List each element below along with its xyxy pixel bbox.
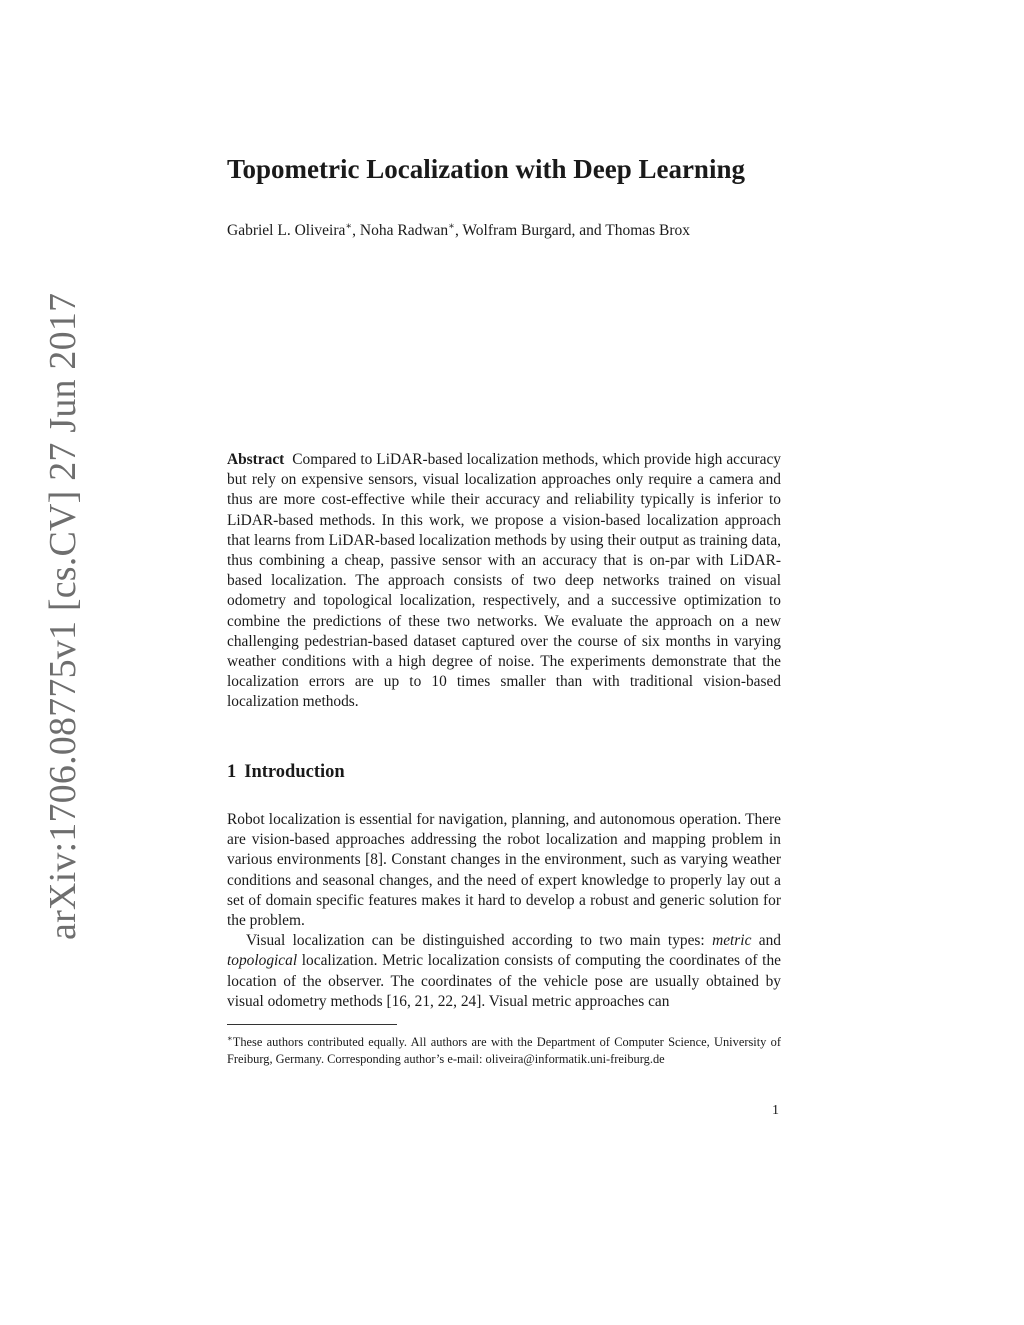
paragraph-text: Visual localization can be distinguished according to two main types: (246, 932, 713, 950)
author-name: , Wolfram Burgard, and Thomas Brox (454, 222, 691, 240)
equal-contribution-mark: ∗ (345, 221, 353, 232)
page-number: 1 (772, 1103, 779, 1118)
introduction-body (227, 810, 781, 1012)
emphasis-metric: metric (712, 932, 752, 950)
footnote (227, 1030, 781, 1068)
footnote-divider (227, 1024, 397, 1025)
abstract (227, 450, 781, 713)
equal-contribution-mark: ∗ (448, 221, 455, 232)
author-name: Gabriel L. Oliveira (227, 222, 346, 240)
author-list (227, 221, 690, 241)
abstract-text: Compared to LiDAR-based localization methods, which provide high accuracy but rely on expensive sensors, visual localization approaches only require a camera and thus are more cost-effective while their accuracy and reliability typically is inferior to LiDAR-based methods. In this work, we propose a vision-based localization approach that learns from LiDAR-based localization methods by using their output as training data, thus combining a cheap, passive sensor with an accuracy that is on-par with LiDAR-based localization. The approach consists of two deep networks trained on visual odometry and topological localization, respectively, and a successive optimization to combine the predictions of these two networks. We evaluate the approach on a new challenging pedestrian-based dataset captured over the course of six months in varying weather conditions with a high degree of noise. The experiments demonstrate that the localization errors are up to 10 times smaller than with traditional vision-based localization methods. (227, 451, 781, 711)
paragraph-text: and (751, 932, 782, 950)
intro-paragraph-1: Robot localization is essential for navigation, planning, and autonomous operation. There are vision-based approaches addressing the robot localization and mapping problem in various environments [8]. Constant changes in the environment, such as varying weather conditions and seasonal changes, and the need of expert knowledge to properly lay out a set of domain specific features makes it hard to develop a robust and generic solution for the problem. (227, 811, 781, 930)
paragraph-text: localization. Metric localization consists of computing the coordinates of the location of the observer. The coordinates of the vehicle pose are usually obtained by visual odometry methods [16, 21, 22, 24]. Visual metric approaches can (227, 952, 781, 1010)
author-name: , Noha Radwan (352, 222, 449, 240)
abstract-label: Abstract (227, 451, 285, 468)
paper-title: Topometric Localization with Deep Learning (227, 154, 745, 184)
section-title: Introduction (244, 762, 345, 782)
section-heading-introduction (227, 761, 345, 783)
footnote-text: These authors contributed equally. All authors are with the Department of Computer Science, University of Freiburg, Germany. Corresponding author’s e-mail: oliveira@informatik.uni-freiburg.de (227, 1035, 781, 1067)
arxiv-identifier-stamp: arXiv:1706.08775v1 [cs.CV] 27 Jun 2017 (42, 292, 84, 940)
footnote-mark: ∗ (227, 1033, 233, 1043)
intro-paragraph-2 (227, 931, 781, 1012)
emphasis-topological: topological (227, 952, 298, 970)
section-number: 1 (227, 762, 237, 782)
